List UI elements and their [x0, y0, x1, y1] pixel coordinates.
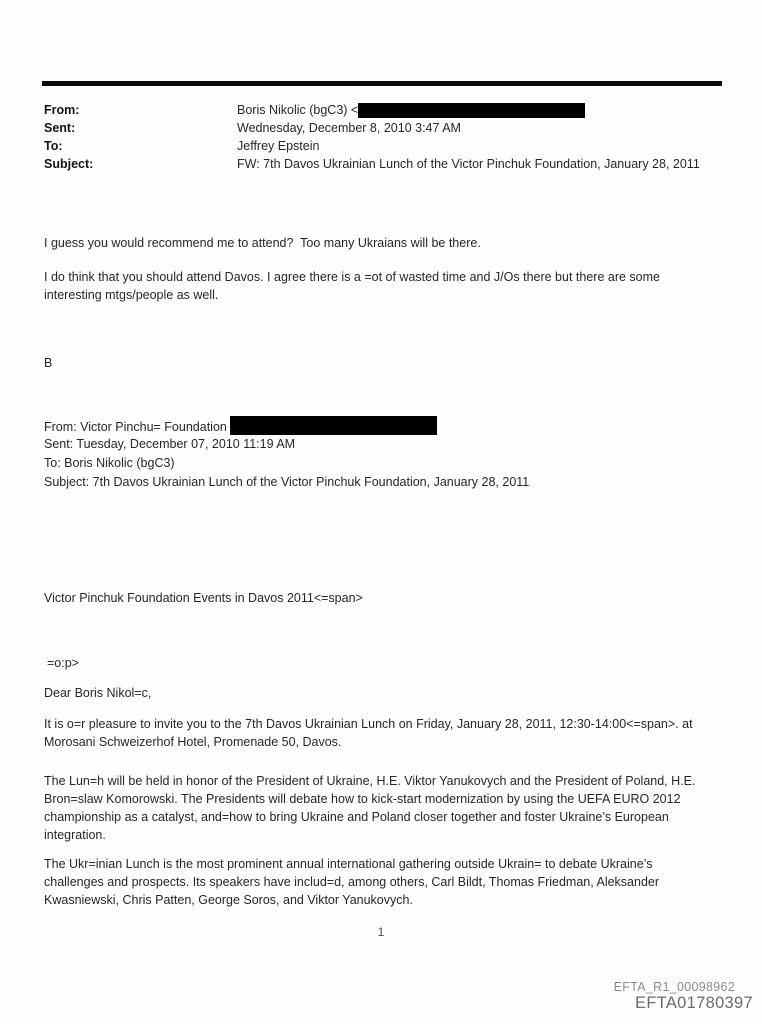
body-paragraph-1	[44, 234, 481, 252]
redaction-bar	[358, 103, 585, 118]
body-line: Kwasniewski, Chris Patten, George Soros, and Viktor Yanukovych.	[44, 893, 413, 907]
header-row-from	[44, 101, 744, 119]
forwarded-from-text: From: Victor Pinchu= Foundation	[44, 420, 231, 434]
body-line: =o:p>	[47, 656, 79, 670]
from-sender-text: Boris Nikolic (bgC3) <	[237, 103, 359, 117]
header-label-to: To:	[44, 139, 63, 153]
header-label-subject: Subject:	[44, 157, 94, 171]
header-value-to: Jeffrey Epstein	[237, 139, 320, 153]
body-line: I do think that you should attend Davos. I agree there is a =ot of wasted time and J/Os there but there are some	[44, 270, 660, 284]
header-divider-rule	[42, 81, 722, 86]
salutation	[44, 684, 151, 702]
body-line: I guess you would recommend me to attend? Too many Ukraians will be there.	[44, 236, 481, 250]
header-row-to	[44, 137, 744, 155]
forwarded-header-from	[44, 416, 529, 435]
body-line: integration.	[44, 828, 106, 842]
body-line: Bron=slaw Komorowski. The Presidents will debate how to kick-start modernization by using the UEFA EURO 2012	[44, 792, 681, 806]
email-header-block	[44, 101, 744, 173]
bates-number-secondary: EFTA_R1_00098962	[613, 980, 735, 994]
body-line: B	[44, 356, 53, 370]
header-label-from: From:	[44, 103, 80, 117]
body-line: Victor Pinchuk Foundation Events in Davos 2011<=span>	[44, 591, 363, 605]
body-line: It is o=r pleasure to invite you to the 7th Davos Ukrainian Lunch on Friday, January 28, 2011, 12:30-14:00<=span>. at	[44, 717, 693, 731]
forwarded-header-block	[44, 416, 529, 492]
header-label-sent: Sent:	[44, 121, 76, 135]
body-line: Dear Boris Nikol=c,	[44, 686, 152, 700]
body-line: Morosani Schweizerhof Hotel, Promenade 50, Davos.	[44, 735, 342, 749]
body-line: challenges and prospects. Its speakers have includ=d, among others, Carl Bildt, Thomas Friedman, Aleksander	[44, 875, 660, 889]
encoding-artifact-text	[47, 654, 79, 672]
body-line: The Lun=h will be held in honor of the President of Ukraine, H.E. Viktor Yanukovych and the President of Poland, H.E.	[44, 774, 696, 788]
body-line: championship as a catalyst, and=how to bring Ukraine and Poland closer together and foster Ukraine’s European	[44, 810, 669, 824]
page-number: 1	[377, 925, 385, 939]
forwarded-header-subject: Subject: 7th Davos Ukrainian Lunch of the Victor Pinchuk Foundation, January 28, 2011	[44, 475, 530, 489]
header-row-sent	[44, 119, 744, 137]
body-line: interesting mtgs/people as well.	[44, 288, 219, 302]
body-paragraph-2	[44, 268, 660, 304]
redaction-bar	[230, 416, 437, 435]
forwarded-header-to: To: Boris Nikolic (bgC3)	[44, 456, 175, 470]
header-row-subject	[44, 155, 744, 173]
forwarded-header-sent: Sent: Tuesday, December 07, 2010 11:19 AM	[44, 437, 296, 451]
lunch-honor-paragraph	[44, 772, 695, 844]
header-value-from	[237, 101, 585, 119]
header-value-subject: FW: 7th Davos Ukrainian Lunch of the Victor Pinchuk Foundation, January 28, 2011	[237, 157, 700, 171]
invitation-paragraph	[44, 715, 693, 751]
header-value-sent: Wednesday, December 8, 2010 3:47 AM	[237, 121, 461, 135]
body-line: The Ukr=inian Lunch is the most prominent annual international gathering outside Ukrain= to debate Ukraine’s	[44, 857, 653, 871]
forwarded-event-title	[44, 589, 363, 607]
signature-initial	[44, 354, 52, 372]
bates-number-primary: EFTA01780397	[635, 994, 753, 1012]
gathering-paragraph	[44, 855, 659, 909]
